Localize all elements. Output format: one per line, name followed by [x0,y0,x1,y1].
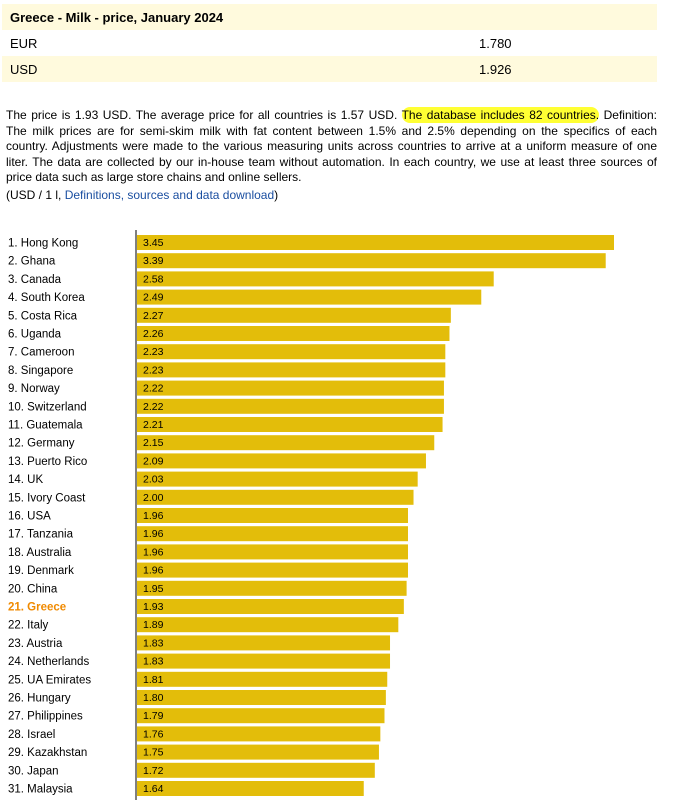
bar-value-label: 2.15 [143,437,164,450]
category-label: 15. Ivory Coast [8,492,86,505]
category-label: 23. Austria [8,637,63,650]
category-label: 28. Israel [8,728,56,741]
bar [137,690,386,705]
bar [137,763,375,778]
bar-value-label: 1.96 [143,546,164,559]
category-label: 25. UA Emirates [8,674,92,687]
category-label: 18. Australia [8,546,72,559]
bar-value-label: 2.22 [143,400,164,413]
bar [137,435,434,450]
bar-chart [0,230,676,800]
bar [137,326,449,341]
category-label: 29. Kazakhstan [8,747,88,760]
category-label: 22. Italy [8,619,49,632]
category-label: 12. Germany [8,437,75,450]
category-label: 11. Guatemala [8,419,83,432]
bar [137,490,414,505]
bar-value-label: 1.80 [143,692,164,704]
price-table [2,4,657,82]
currency-label-eur: EUR [2,30,471,56]
category-label: 26. Hungary [8,692,71,705]
category-label: 5. Costa Rica [8,310,78,323]
bar [137,508,408,523]
bar [137,290,481,305]
bar [137,271,494,286]
bar [137,344,445,359]
price-table-title: Greece - Milk - price, January 2024 [2,4,657,30]
bar [137,745,379,760]
category-label: 13. Puerto Rico [8,455,88,468]
definitions-link[interactable]: Definitions, sources and data download [64,188,275,202]
bar-value-label: 1.96 [143,564,164,577]
bar [137,635,390,650]
bar [137,708,384,723]
bar-value-label: 2.26 [143,328,164,340]
bar [137,381,444,396]
bar [137,235,614,250]
category-label: 21. Greece [8,601,67,614]
bar-value-label: 2.21 [143,419,164,431]
bar-value-label: 3.45 [143,237,164,249]
category-label: 17. Tanzania [8,528,74,541]
bar [137,781,364,796]
bar-value-label: 1.81 [143,673,164,686]
category-label: 1. Hong Kong [8,237,79,250]
bar [137,599,404,614]
bar-value-label: 2.58 [143,273,164,286]
price-row-usd [2,56,657,82]
bar-value-label: 2.23 [143,364,164,377]
bar [137,253,606,268]
bar-value-label: 2.00 [143,491,164,504]
country-count-highlight: The database includes 82 countries. [401,108,600,122]
bar-value-label: 1.79 [143,710,164,723]
bar-value-label: 2.03 [143,473,164,486]
bar-value-label: 2.22 [143,382,164,395]
bar [137,399,444,414]
bar-value-label: 2.09 [143,455,164,468]
category-label: 10. Switzerland [8,401,87,414]
category-label: 30. Japan [8,765,59,778]
bar-value-label: 1.89 [143,619,164,632]
bar-value-label: 2.49 [143,291,164,304]
category-label: 2. Ghana [8,255,56,268]
bar-value-label: 1.96 [143,510,164,522]
price-value-usd: 1.926 [471,56,657,82]
currency-label-usd: USD [2,56,471,82]
bar [137,726,380,741]
category-label: 14. UK [8,474,44,487]
bar-value-label: 1.76 [143,728,164,741]
bar-value-label: 1.96 [143,528,164,541]
bar [137,544,408,559]
bar [137,654,390,669]
price-table-header [2,4,657,30]
bar [137,617,398,632]
category-label: 31. Malaysia [8,783,73,796]
description-paragraph [6,108,657,186]
category-label: 6. Uganda [8,328,62,341]
category-label: 24. Netherlands [8,656,90,669]
bar [137,417,443,432]
bar-value-label: 1.83 [143,655,164,668]
bar [137,672,387,687]
units-suffix: ) [274,188,279,202]
units-line [6,188,278,202]
bar [137,308,451,323]
category-label: 27. Philippines [8,710,83,723]
bar [137,563,408,578]
category-label: 4. South Korea [8,292,85,305]
bar [137,362,445,377]
bar-value-label: 2.27 [143,309,164,322]
bar-value-label: 2.23 [143,346,164,359]
category-label: 7. Cameroon [8,346,75,359]
description-text-2: Definition: The milk prices are for semi-skim milk with fat content between 1.5% and 2.5% depending on the specifics of each country. Adjustments were made to the various measuring units across countries to arrive at a uniform measure of one liter. The data are collected by our in-house team without automation. In each country, we use at least three sources of price data such as large store chains and online sellers. [6,108,657,184]
bar [137,581,407,596]
bar-value-label: 1.64 [143,783,164,795]
bar-value-label: 3.39 [143,255,164,268]
price-row-eur [2,30,657,56]
bar-value-label: 1.93 [143,601,164,613]
bar-value-label: 1.95 [143,582,164,595]
category-label: 16. USA [8,510,51,523]
category-label: 8. Singapore [8,364,74,377]
bar [137,453,426,468]
category-label: 20. China [8,583,58,596]
bar [137,472,418,487]
bar [137,526,408,541]
category-label: 3. Canada [8,273,62,286]
price-value-eur: 1.780 [471,30,657,56]
bar-value-label: 1.83 [143,637,164,650]
bar-value-label: 1.75 [143,746,164,759]
units-prefix: (USD / 1 l, [6,188,62,202]
description-text-1: The price is 1.93 USD. The average price for all countries is 1.57 USD. [6,108,398,122]
category-label: 9. Norway [8,383,60,396]
category-label: 19. Denmark [8,565,74,578]
bar-value-label: 1.72 [143,764,164,777]
